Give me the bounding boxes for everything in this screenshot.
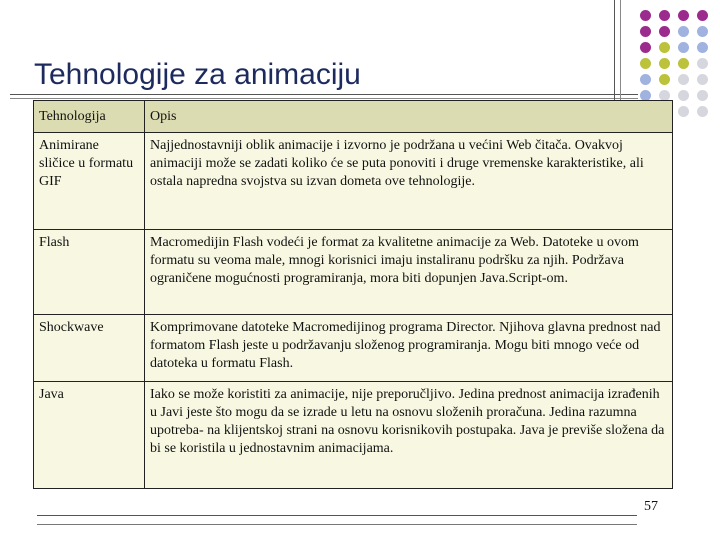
decorative-dot [640, 74, 651, 85]
vertical-rule-2 [620, 0, 621, 100]
page-number: 57 [644, 499, 658, 514]
decorative-dot [640, 42, 651, 53]
decorative-dot [640, 58, 651, 69]
table-row [34, 382, 673, 489]
table-row [34, 133, 673, 230]
decorative-dot [659, 58, 670, 69]
table-header-row [34, 101, 673, 133]
decorative-dot [659, 74, 670, 85]
technology-table [33, 100, 673, 489]
decorative-dot [697, 106, 708, 117]
decorative-dot [697, 58, 708, 69]
technology-name: Java [34, 382, 145, 489]
footer-rule-top [37, 515, 637, 516]
technology-description: Macromedijin Flash vodeći je format za kvalitetne animacije za Web. Datoteke u ovom formatu su veoma male, mnogi korisnici imaju instaliranu podršku za njih. Podržava ograničene mogućnosti programiranja, mora biti dopunjen Java.Script-om. [145, 230, 673, 315]
technology-description: Najjednostavniji oblik animacije i izvorno je podržana u većini Web čitača. Ovakvoj animaciji može se zadati koliko će se puta ponoviti i druge vremenske karakteristike, ali ostala napredna svojstva su izvan dometa ove tehnologije. [145, 133, 673, 230]
title-underline-top [10, 94, 638, 95]
decorative-dot [678, 26, 689, 37]
decorative-dot [659, 26, 670, 37]
technology-name: Flash [34, 230, 145, 315]
slide-title: Tehnologije za animaciju [34, 58, 361, 91]
decorative-dot [640, 10, 651, 21]
decorative-dot [697, 26, 708, 37]
vertical-rule-1 [614, 0, 615, 100]
decorative-dot [678, 58, 689, 69]
column-header-description: Opis [145, 101, 673, 133]
column-header-technology: Tehnologija [34, 101, 145, 133]
technology-name: Animirane sličice u formatu GIF [34, 133, 145, 230]
footer-rule-bottom [37, 524, 637, 525]
decorative-dot [659, 10, 670, 21]
technology-name: Shockwave [34, 315, 145, 382]
decorative-dot [678, 90, 689, 101]
decorative-dot [697, 10, 708, 21]
technology-description: Iako se može koristiti za animacije, nije preporučljivo. Jedina prednost animacija izrađenih u Javi jeste što mogu da se izrade u letu na osnovu složenih proračuna. Jedina razumna upotreba- na klijentskoj strani na osnovu korisnikovih postupaka. Java je previše složena da bi se koristila u jednostavnim animacijama. [145, 382, 673, 489]
technology-description: Komprimovane datoteke Macromedijinog programa Director. Njihova glavna prednost nad formatom Flash jeste u podržavanju složenog programiranja. Mogu biti mnogo veće od datoteka u formatu Flash. [145, 315, 673, 382]
decorative-dot [640, 26, 651, 37]
decorative-dot [678, 42, 689, 53]
decorative-dot [678, 74, 689, 85]
decorative-dot [659, 42, 670, 53]
decorative-dot [678, 10, 689, 21]
table-row [34, 230, 673, 315]
decorative-dot [678, 106, 689, 117]
table-row [34, 315, 673, 382]
title-underline-bottom [10, 98, 638, 99]
decorative-dot [697, 42, 708, 53]
decorative-dot [697, 74, 708, 85]
decorative-dot [697, 90, 708, 101]
